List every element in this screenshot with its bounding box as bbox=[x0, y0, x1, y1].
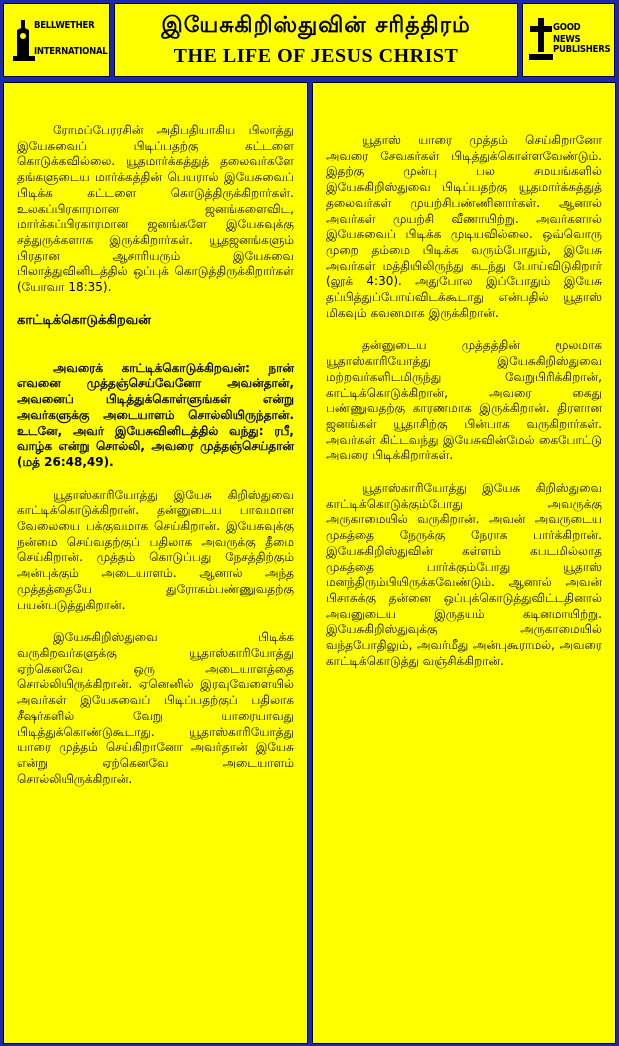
cross-icon bbox=[526, 16, 556, 62]
right-paragraph-1: யூதாஸ் யாரை முத்தம் செய்கிறானோ அவரை சேவகர்கள் பிடித்துக்கொள்ளவேண்டும். இதற்கு முன்பு பல சமயங்களில் இயேசுகிறிஸ்துவை பிடிப்பதற்கு யூதமார்க்கத்துத் தலைவர்கள் முயற்சிபண்ணினார்கள். ஆனால் அவர்கள் முயற்சி வீணாயிற்று. அவர்களால் இயேசுவைப் பிடிக்க முடியவில்லை. ஒவ்வொரு முறை தம்மை பிடிக்க வரும்போதும், இயேசு அவர்கள் மத்தியிலிருந்து கடந்து போய்விடுகிறார் (லூக் 4:30). அதுபோல இப்போதும் இயேசு தப்பித்துப்போய்விடக்கூடாது என்பதில் யூதாஸ் மிகவும் கவனமாக இருக்கிறான். bbox=[326, 133, 602, 320]
left-column bbox=[3, 82, 308, 1044]
right-column bbox=[312, 82, 616, 1044]
bellwether-line1: BELLWETHER bbox=[34, 20, 95, 31]
right-paragraph-3: யூதாஸ்காரியோத்து இயேசு கிறிஸ்துவை காட்டிக்கொடுக்கும்போது அவருக்கு அருகாமையில் வருகிறான். அவன் அவருடைய முகத்தை நேருக்கு நேராக பார்க்கிறான். இயேசுகிறிஸ்துவின் கள்ளம் கபடமில்லாத முகத்தை பார்க்கும்போது யூதாஸ் மனந்திரும்பியிருக்கவேண்டும். ஆனால் அவன் பிசாசுக்கு தன்னை ஒப்புக்கொடுத்துவிட்டதினால் அவனுடைய இருதயம் கடினமாயிற்று. இயேசுகிறிஸ்துவுக்கு அருகாமையில் வந்தபோதிலும், அவர்மீது அன்புகூராமல், அவரை காட்டிக்கொடுத்து வஞ்சிக்கிறான். bbox=[326, 481, 602, 668]
title-banner bbox=[114, 3, 518, 77]
english-title: THE LIFE OF JESUS CHRIST bbox=[173, 45, 459, 67]
left-paragraph-1: ரோமப்பேரரசின் அதிபதியாகிய பிலாத்து இயேசுவைப் பிடிப்பதற்கு கட்டளை கொடுக்கவில்லை. யூதமார்க்கத்துத் தலைவர்களே தங்களுடைய மார்க்கத்தின் பெயரால் இயேசுவைப் பிடிக்க கட்டளை கொடுத்திருக்கிறார்கள். உலகப்பிரகாரமான ஜனங்களைவிட, மார்க்கப்பிரகாரமான ஜனங்களே இயேசுவுக்கு சத்துருக்களாக இருக்கிறார்கள். யூதஜனங்களும் பிரதான ஆசாரியரும் இயேசுவை பிலாத்துவினிடத்தில் ஒப்புக் கொடுத்திருக்கிறார்கள் (யோவா 18:35). bbox=[17, 123, 294, 295]
bellwether-line2: INTERNATIONAL bbox=[34, 46, 108, 57]
good-news-line2: PUBLISHERS bbox=[553, 44, 611, 55]
left-paragraph-2: அவரைக் காட்டிக்கொடுக்கிறவன்: நான் எவனை முத்தஞ்செய்வேனோ அவன்தான், அவனைப் பிடித்துக்கொள்ளுங்கள் என்று அவர்களுக்கு அடையாளம் சொல்லியிருந்தான். உடனே, அவர் இயேசுவினிடத்தில் வந்து: ரபீ, வாழ்க என்று சொல்லி, அவரை முத்தஞ்செய்தான் (மத் 26:48,49). bbox=[17, 360, 294, 469]
tamil-title: இயேசுகிறிஸ்துவின் சரித்திரம் bbox=[161, 13, 471, 38]
bellwether-logo bbox=[3, 3, 110, 77]
left-paragraph-4: இயேசுகிறிஸ்துவை பிடிக்க வருகிறவர்களுக்கு யூதாஸ்காரியோத்து ஏற்கெனவே ஒரு அடையாளத்தை சொல்லியிருக்கிறான். ஏனெனில் இரவுவேளையில் அவர்கள் இயேசுவைப் பிடிப்பதற்குப் பதிலாக சீஷர்களில் வேறு யாரையாவது பிடித்துக்கொண்டுகூடாது. யூதாஸ்காரியோத்து யாரை முத்தம் செய்கிறானோ அவர்தான் இயேசு என்று ஏற்கெனவே அடையாளம் சொல்லியிருக்கிறான். bbox=[17, 630, 294, 786]
good-news-logo bbox=[522, 3, 615, 77]
right-paragraph-2: தன்னுடைய முத்தத்தின் மூலமாக யூதாஸ்காரியோத்து இயேசுகிறிஸ்துவை மற்றவர்களிடமிருந்து வேறுபிரிக்கிறான், காட்டிக்கொடுக்கிறான், அவரை கைது பண்ணுவதற்கு காரணமாக இருக்கிறான். திரளான ஜனங்கள் யூதாசிற்கு பின்பாக வருகிறார்கள். அவர்கள் கிட்டவந்து இயேசுவின்மேல் கைபோட்டு அவரை பிடிக்கிறார்கள். bbox=[326, 338, 602, 463]
good-news-line1: GOOD NEWS bbox=[553, 22, 581, 45]
left-paragraph-3: யூதாஸ்காரியோத்து இயேசு கிறிஸ்துவை காட்டிக்கொடுக்கிறான். தன்னுடைய பாவமான வேலையை பக்குவமாக செய்கிறான். இயேசுவுக்கு நன்மை செய்வதற்குப் பதிலாக அவருக்கு தீமை செய்கிறான். முத்தம் கொடுப்பது நேசத்திற்கும் அன்புக்கும் அடையாளம். ஆனால் அந்த முத்தத்தையே துரோகம்பண்ணுவதற்கு பயன்படுத்துகிறான். bbox=[17, 487, 294, 612]
section-heading: காட்டிக்கொடுக்கிறவன் bbox=[17, 312, 151, 328]
